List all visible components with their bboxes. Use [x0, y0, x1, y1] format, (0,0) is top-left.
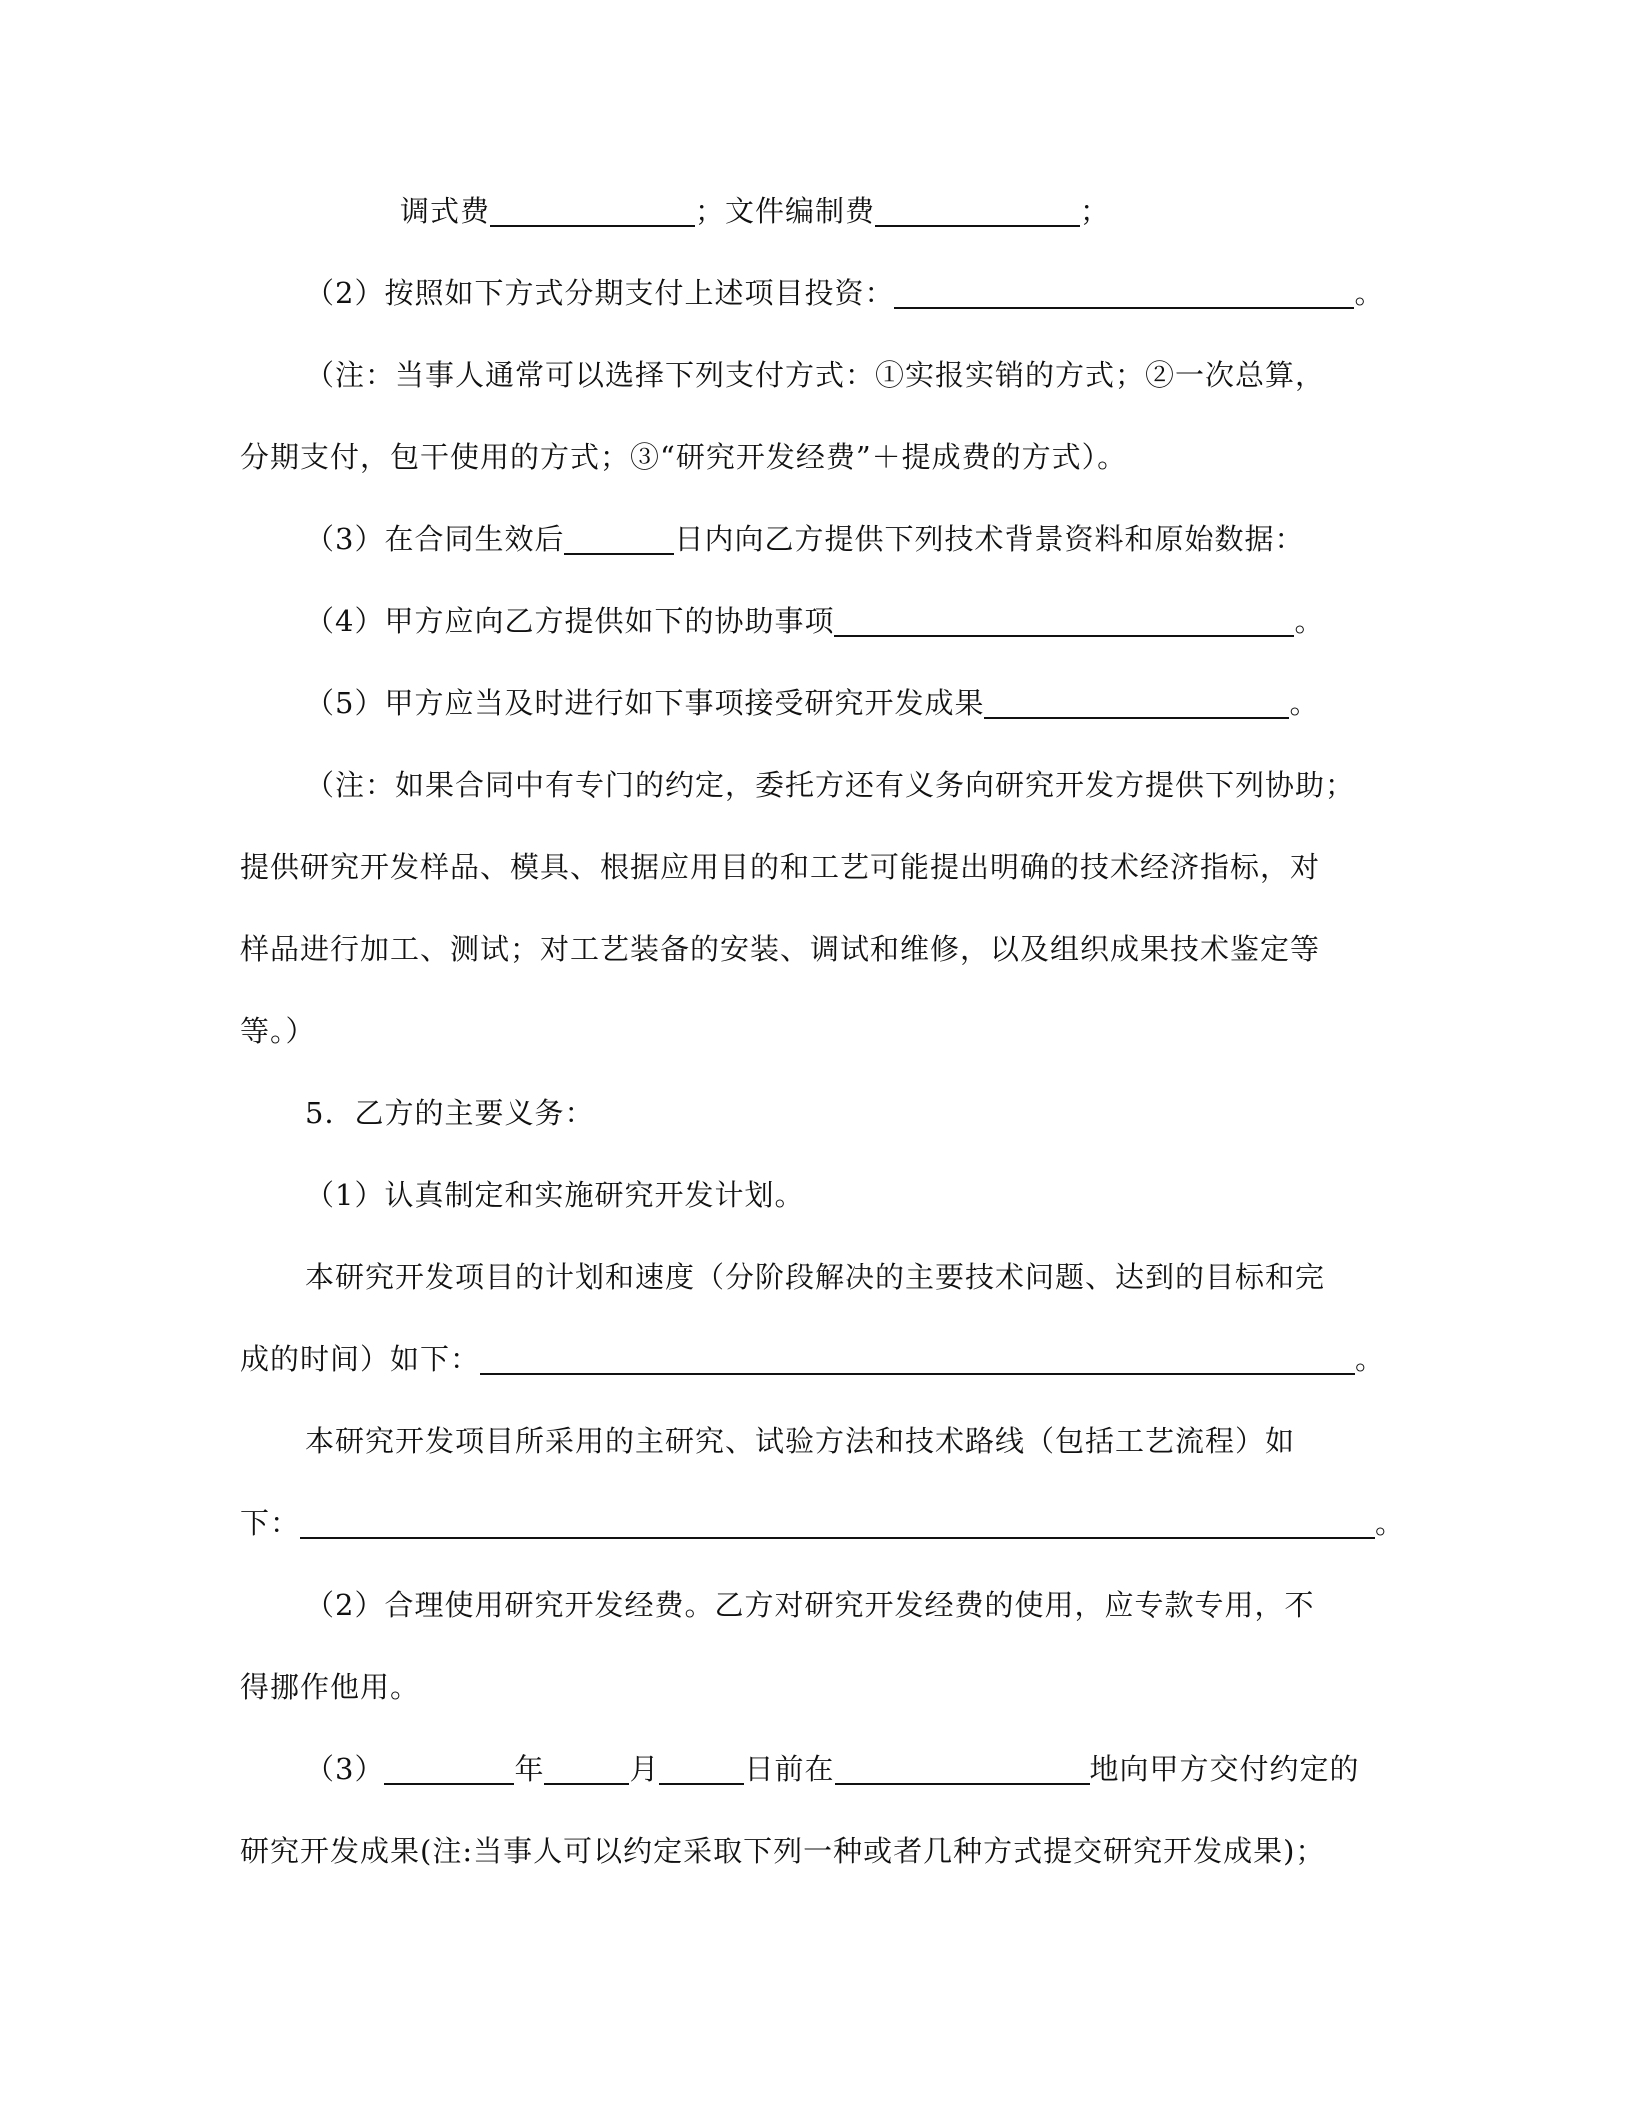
text-run: 月 — [629, 1752, 660, 1786]
text-run: 年 — [514, 1752, 545, 1786]
fill-in-blank — [834, 605, 1294, 637]
text-run: 提供研究开发样品、模具、根据应用目的和工艺可能提出明确的技术经济指标，对 — [240, 850, 1321, 884]
doc-line-duty-2-2 — [240, 1667, 1390, 1707]
fill-in-blank — [544, 1753, 629, 1785]
doc-line-duty-2-1 — [305, 1585, 1455, 1625]
text-run: （注：当事人通常可以选择下列支付方式：①实报实销的方式；②一次总算， — [305, 358, 1326, 392]
doc-line-note-payment-1 — [305, 355, 1455, 395]
doc-line-method-1 — [305, 1421, 1455, 1461]
fill-in-blank — [835, 1753, 1090, 1785]
text-run: （5）甲方应当及时进行如下事项接受研究开发成果 — [305, 686, 985, 720]
text-run: 成的时间）如下： — [240, 1342, 481, 1376]
fill-in-blank — [875, 195, 1080, 227]
text-run: 本研究开发项目的计划和速度（分阶段解决的主要技术问题、达到的目标和完 — [305, 1260, 1326, 1294]
text-run: 分期支付，包干使用的方式；③“研究开发经费”＋提成费的方式）。 — [240, 440, 1128, 474]
text-run: 得挪作他用。 — [240, 1670, 421, 1704]
fill-in-blank — [490, 195, 695, 227]
text-run: ；文件编制费 — [695, 194, 876, 228]
doc-line-item-5 — [305, 683, 1455, 723]
doc-line-item-3 — [305, 519, 1455, 559]
text-run: 等。） — [240, 1014, 316, 1048]
text-run: 。 — [1294, 604, 1325, 638]
fill-in-blank — [984, 687, 1289, 719]
fill-in-blank — [300, 1507, 1375, 1539]
doc-line-method-2 — [240, 1503, 1406, 1543]
doc-line-note-assist-3 — [240, 929, 1390, 969]
fill-in-blank — [894, 277, 1354, 309]
doc-line-installment — [305, 273, 1455, 313]
text-run: （4）甲方应向乙方提供如下的协助事项 — [305, 604, 835, 638]
doc-line-fees — [400, 191, 1550, 231]
text-run: （1）认真制定和实施研究开发计划。 — [305, 1178, 805, 1212]
text-run: 日内向乙方提供下列技术背景资料和原始数据： — [674, 522, 1305, 556]
doc-line-note-payment-2 — [240, 437, 1390, 477]
text-run: （3）在合同生效后 — [305, 522, 565, 556]
doc-line-note-assist-2 — [240, 847, 1390, 887]
text-run: 。 — [1375, 1506, 1406, 1540]
doc-line-duty-1 — [305, 1175, 1455, 1215]
text-run: 5．乙方的主要义务： — [305, 1096, 595, 1130]
text-run: （2）合理使用研究开发经费。乙方对研究开发经费的使用，应专款专用，不 — [305, 1588, 1315, 1622]
text-run: 研究开发成果(注:当事人可以约定采取下列一种或者几种方式提交研究开发成果)； — [240, 1834, 1326, 1868]
doc-line-section-5 — [305, 1093, 1455, 1133]
doc-line-note-assist-4 — [240, 1011, 1390, 1051]
doc-line-duty-3-2 — [240, 1831, 1390, 1871]
fill-in-blank — [659, 1753, 744, 1785]
text-run: 下： — [240, 1506, 301, 1540]
fill-in-blank — [384, 1753, 514, 1785]
doc-line-item-4 — [305, 601, 1455, 641]
text-run: 调式费 — [400, 194, 491, 228]
text-run: ； — [1080, 194, 1111, 228]
doc-line-duty-3-1 — [305, 1749, 1455, 1789]
fill-in-blank — [480, 1343, 1355, 1375]
doc-line-note-assist-1 — [305, 765, 1455, 805]
text-run: 。 — [1355, 1342, 1386, 1376]
text-run: （注：如果合同中有专门的约定，委托方还有义务向研究开发方提供下列协助； — [305, 768, 1356, 802]
text-run: 。 — [1289, 686, 1320, 720]
text-run: 样品进行加工、测试；对工艺装备的安装、调试和维修，以及组织成果技术鉴定等 — [240, 932, 1321, 966]
doc-line-plan-1 — [305, 1257, 1455, 1297]
text-run: 地向甲方交付约定的 — [1089, 1752, 1360, 1786]
text-run: （2）按照如下方式分期支付上述项目投资： — [305, 276, 895, 310]
text-run: （3） — [305, 1752, 385, 1786]
text-run: 。 — [1354, 276, 1385, 310]
text-run: 日前在 — [744, 1752, 835, 1786]
doc-line-plan-2 — [240, 1339, 1390, 1379]
fill-in-blank — [564, 523, 674, 555]
text-run: 本研究开发项目所采用的主研究、试验方法和技术路线（包括工艺流程）如 — [305, 1424, 1296, 1458]
